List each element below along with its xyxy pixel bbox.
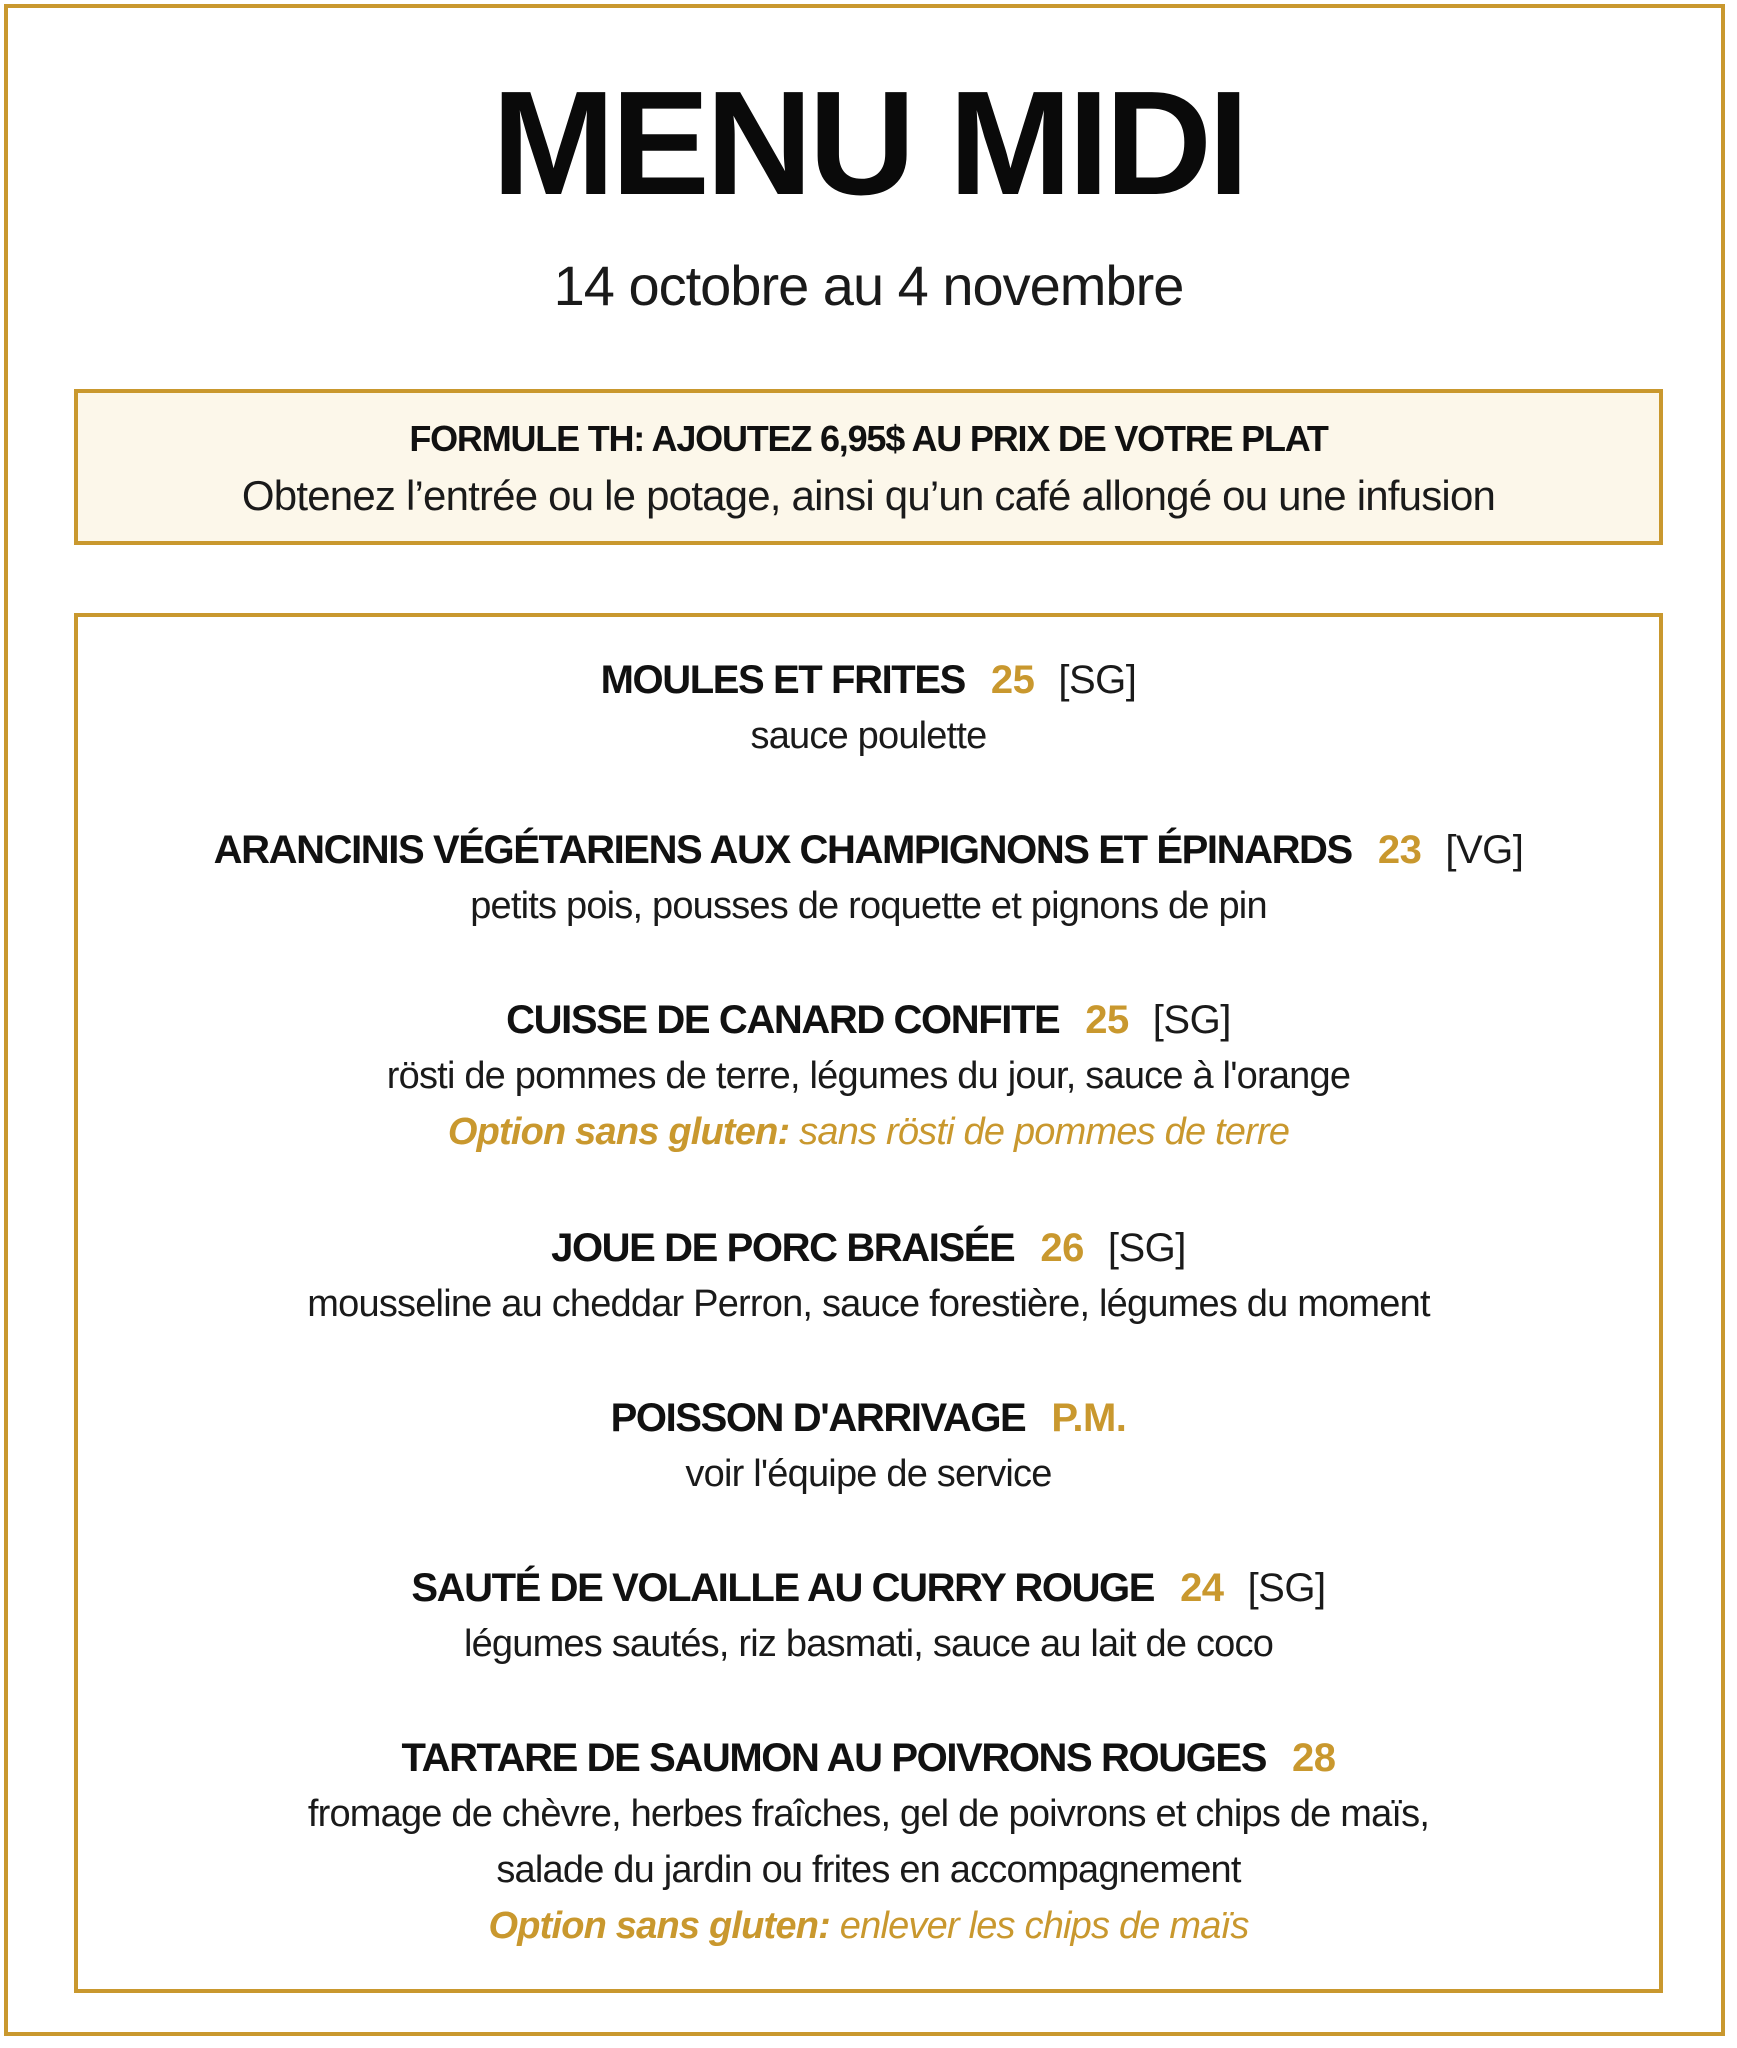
dish-price: 28 [1291,1736,1336,1780]
dish-item [78,1730,1659,1954]
dish-tag: [SG] [1247,1566,1326,1610]
dish-header [78,822,1659,878]
dish-item [78,822,1659,934]
dish-name: POISSON D'ARRIVAGE [610,1396,1026,1440]
dish-description: légumes sautés, riz basmati, sauce au lait de coco [463,1623,1274,1665]
dish-name: JOUE DE PORC BRAISÉE [551,1226,1015,1270]
dish-price: 26 [1040,1226,1084,1270]
formule-description: Obtenez l’entrée ou le potage, ainsi qu’un café allongé ou une infusion [241,472,1496,519]
menu-title: MENU MIDI [491,61,1246,226]
dish-name: CUISSE DE CANARD CONFITE [506,998,1060,1042]
option-label: Option sans gluten: [447,1111,790,1153]
gluten-free-option [78,1104,1659,1160]
dish-price: 24 [1180,1566,1224,1610]
dish-tag: [SG] [1152,998,1231,1042]
dish-name: ARANCINIS VÉGÉTARIENS AUX CHAMPIGNONS ET ÉPINARDS [213,828,1352,872]
dish-header [78,992,1659,1048]
dish-description: salade du jardin ou frites en accompagnement [496,1849,1241,1891]
dish-description: mousseline au cheddar Perron, sauce forestière, légumes du moment [307,1283,1430,1325]
dish-item [78,1390,1659,1502]
dish-description: sauce poulette [750,715,987,757]
menu-list [74,613,1663,1993]
formule-box [74,389,1663,545]
dish-price: P.M. [1051,1396,1127,1440]
dish-tag: [SG] [1107,1226,1186,1270]
dish-item [78,1220,1659,1332]
formule-title: FORMULE TH: AJOUTEZ 6,95$ AU PRIX DE VOTRE PLAT [409,418,1328,459]
dish-name: TARTARE DE SAUMON AU POIVRONS ROUGES [401,1736,1266,1780]
dish-item [78,1560,1659,1672]
option-text: enlever les chips de maïs [839,1905,1249,1947]
dish-price: 25 [990,658,1035,702]
dish-item [78,652,1659,764]
dish-header [78,652,1659,708]
option-label: Option sans gluten: [488,1905,831,1947]
dish-price: 23 [1377,828,1422,872]
dish-tag: [VG] [1445,828,1524,872]
dish-description: rösti de pommes de terre, légumes du jour, sauce à l'orange [386,1055,1351,1097]
date-range: 14 octobre au 4 novembre [553,254,1184,317]
dish-name: SAUTÉ DE VOLAILLE AU CURRY ROUGE [411,1566,1155,1610]
option-text: sans rösti de pommes de terre [799,1111,1290,1153]
dish-item [78,992,1659,1160]
dish-header [78,1220,1659,1276]
gluten-free-option [78,1898,1659,1954]
dish-description: voir l'équipe de service [685,1453,1052,1495]
dish-description: fromage de chèvre, herbes fraîches, gel de poivrons et chips de maïs, [307,1793,1430,1835]
dish-price: 25 [1085,998,1129,1042]
dish-description: petits pois, pousses de roquette et pignons de pin [470,885,1267,927]
dish-name: MOULES ET FRITES [600,658,965,702]
dish-header [78,1730,1659,1786]
dish-tag: [SG] [1058,658,1137,702]
dish-header [78,1390,1659,1446]
dish-header [78,1560,1659,1616]
